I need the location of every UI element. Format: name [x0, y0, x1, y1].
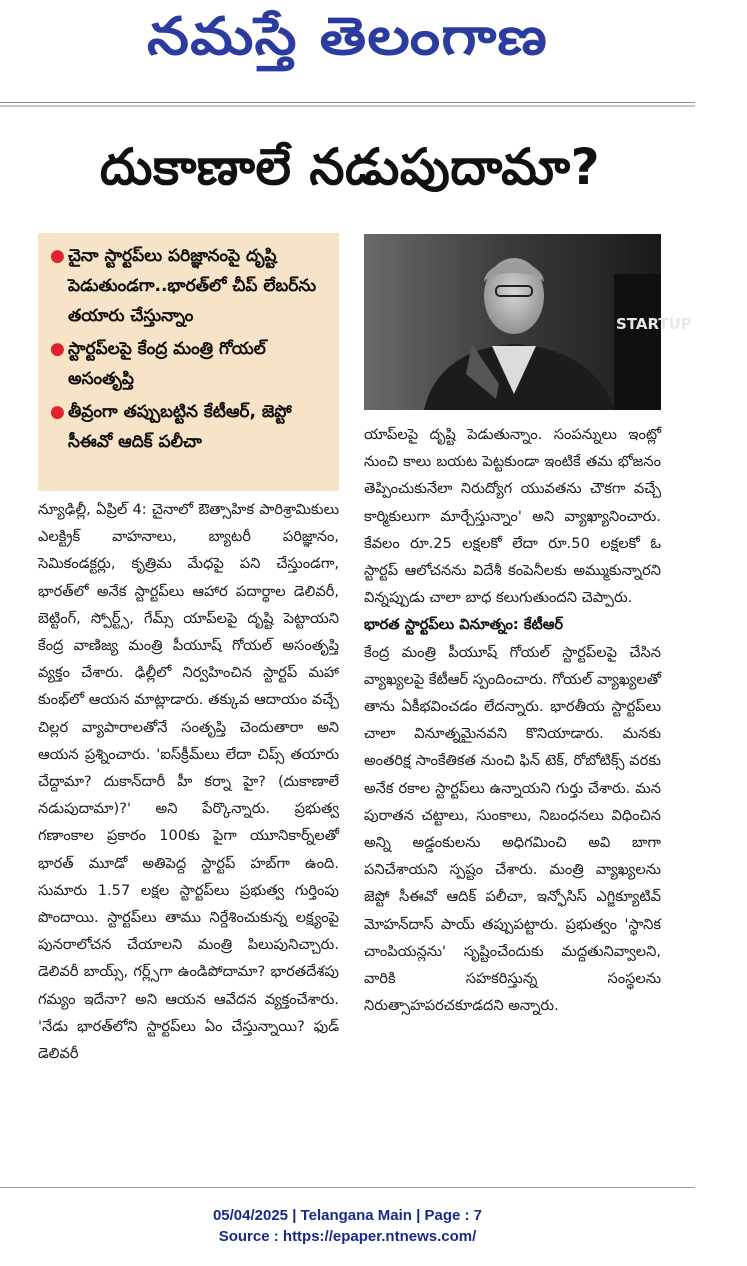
highlight-item: [50, 334, 333, 394]
bullet-icon: ●: [50, 339, 65, 359]
masthead: [0, 0, 695, 100]
masthead-divider-shadow: [0, 105, 695, 107]
footer-divider: [0, 1187, 695, 1188]
speaker-photo-illustration: [364, 234, 692, 410]
paragraph: కేంద్ర మంత్రి పీయూష్ గోయల్ స్టార్టప్‌లపై చేసిన వ్యాఖ్యలపై కేటీఆర్ స్పందించారు. గోయల్ వ్యాఖ్యలతో తాను ఏకీభవించడం లేదన్నారు. భారతీయ స్టార్టప్‌లు చాలా వినూత్నమైనవని కొనియాడారు. మనకు అంతరిక్ష సాంకేతికత నుంచి ఫిన్ టెక్, రోబోటిక్స్ వరకు అనేక రకాల స్టార్టప్‌లు ఉన్నాయని గుర్తు చేశారు. మన పురాతన చట్టాలు, సుంకాలు, నిబంధనలు విధించిన అన్ని అడ్డంకులను అధిగమించి అవి బాగా పనిచేశాయని స్పష్టం చేశారు. మంత్రి వ్యాఖ్యలను జెప్టో సీఈవో ఆదిక్ పలీచా, ఇన్ఫోసిస్ ఎగ్జిక్యూటివ్ మోహన్‌దాస్ పాయ్ తప్పుపట్టారు. ప్రభుత్వం 'స్థానిక చాంపియన్లను' సృష్టించేందుకు మద్దతునివ్వాలని, వారికి సహకరిస్తున్న సంస్థలను నిరుత్సాహపరచకూడదని అన్నారు.: [364, 643, 661, 1015]
highlight-text: తీవ్రంగా తప్పుబట్టిన కేటీఆర్, జెప్టో సీఈవో ఆదిక్ పలీచా: [68, 402, 292, 452]
article-body-left: [38, 496, 339, 1067]
page-footer: [0, 1205, 695, 1247]
article-headline: దుకాణాలే నడుపుదామా?: [99, 138, 601, 196]
masthead-divider: [0, 102, 695, 103]
article-body-right: [364, 421, 661, 1019]
highlights-box: [38, 233, 339, 491]
source-link[interactable]: Source : https://epaper.ntnews.com/: [218, 1228, 477, 1245]
edition-info: 05/04/2025 | Telangana Main | Page : 7: [212, 1207, 483, 1224]
article-photo: [364, 234, 692, 410]
backdrop-text: STARTUP: [616, 315, 692, 333]
highlight-item: [50, 397, 333, 457]
highlight-text: చైనా స్టార్టప్‌లు పరిజ్ఞానంపై దృష్టి పెడుతుండగా..భారత్‌లో చీప్ లేబర్‌ను తయారు చేస్తున్నాం: [68, 246, 317, 326]
newspaper-logo: నమస్తే తెలంగాణ: [147, 6, 548, 67]
highlight-text: స్టార్టప్‌లపై కేంద్ర మంత్రి గోయల్ అసంతృప్తి: [68, 339, 266, 389]
highlights-list: [38, 233, 339, 457]
bullet-icon: ●: [50, 246, 65, 266]
sub-heading: భారత స్టార్టప్‌లు వినూత్నం: కేటీఆర్: [364, 616, 564, 634]
paragraph: యాప్‌లపై దృష్టి పెడుతున్నాం. సంపన్నులు ఇంట్లో నుంచి కాలు బయట పెట్టకుండా ఇంటికే తమ భోజనం తెప్పించుకునేలా నిరుద్యోగ యువతను చౌకగా వచ్చే కార్మికులుగా మార్చేస్తున్నాం' అని వ్యాఖ్యానించారు. కేవలం రూ.25 లక్షలకో లేదా రూ.50 లక్షలకో ఓ స్టార్టప్ ఆలోచనను విదేశీ కంపెనీలకు అమ్ముకున్నారని విన్నప్పుడు చాలా బాధ కలుగుతుందని చెప్పారు.: [364, 426, 661, 607]
highlight-item: [50, 241, 333, 331]
bullet-icon: ●: [50, 402, 65, 422]
paragraph: న్యూఢిల్లీ, ఏప్రిల్ 4: చైనాలో ఔత్సాహిక పారిశ్రామికులు ఎలక్ట్రిక్ వాహనాలు, బ్యాటరీ పరిజ్ఞానం, సెమికండక్టర్లు, కృత్రిమ మేధపై పని చేస్తుండగా, భారత్‌లో అనేక స్టార్టప్‌లు ఆహార పదార్థాల డెలివరీ, బెట్టింగ్, స్పోర్ట్స్, గేమ్స్ యాప్‌లపై దృష్టి పెట్టాయని కేంద్ర వాణిజ్య మంత్రి పీయూష్ గోయల్ అసంతృప్తి వ్యక్తం చేశారు. ఢిల్లీలో నిర్వహించిన స్టార్టప్ మహా కుంభ్‌లో ఆయన మాట్లాడారు. తక్కువ ఆదాయం వచ్చే చిల్లర వ్యాపారాలతోనే సంతృప్తి చెందుతారా అని ఆయన ప్రశ్నించారు. 'ఐస్‌క్రీమ్‌లు లేదా చిప్స్ తయారు చేద్దామా? దుకాన్‌దారీ హీ కర్నా హై? (దుకాణాలే నడుపుదామా)?' అని పేర్కొన్నారు. ప్రభుత్వ గణాంకాల ప్రకారం 100కు పైగా యూనికార్న్‌లతో భారత్ మూడో అతిపెద్ద స్టార్టప్ హబ్‌గా ఉంది. సుమారు 1.57 లక్షల స్టార్టప్‌లు ప్రభుత్వ గుర్తింపు పొందాయి. స్టార్టప్‌లు తాము నిర్దేశించుకున్న లక్ష్యంపై పునరాలోచన చేయాలని మంత్రి పిలుపునిచ్చారు. డెలివరీ బాయ్స్, గర్ల్స్‌గా ఉండిపోదామా? భారతదేశపు గమ్యం ఇదేనా? అని ఆయన ఆవేదన వ్యక్తంచేశారు. 'నేడు భారత్‌లోని స్టార్టప్‌లు ఏం చేస్తున్నాయి? ఫుడ్ డెలివరీ: [38, 501, 339, 1063]
